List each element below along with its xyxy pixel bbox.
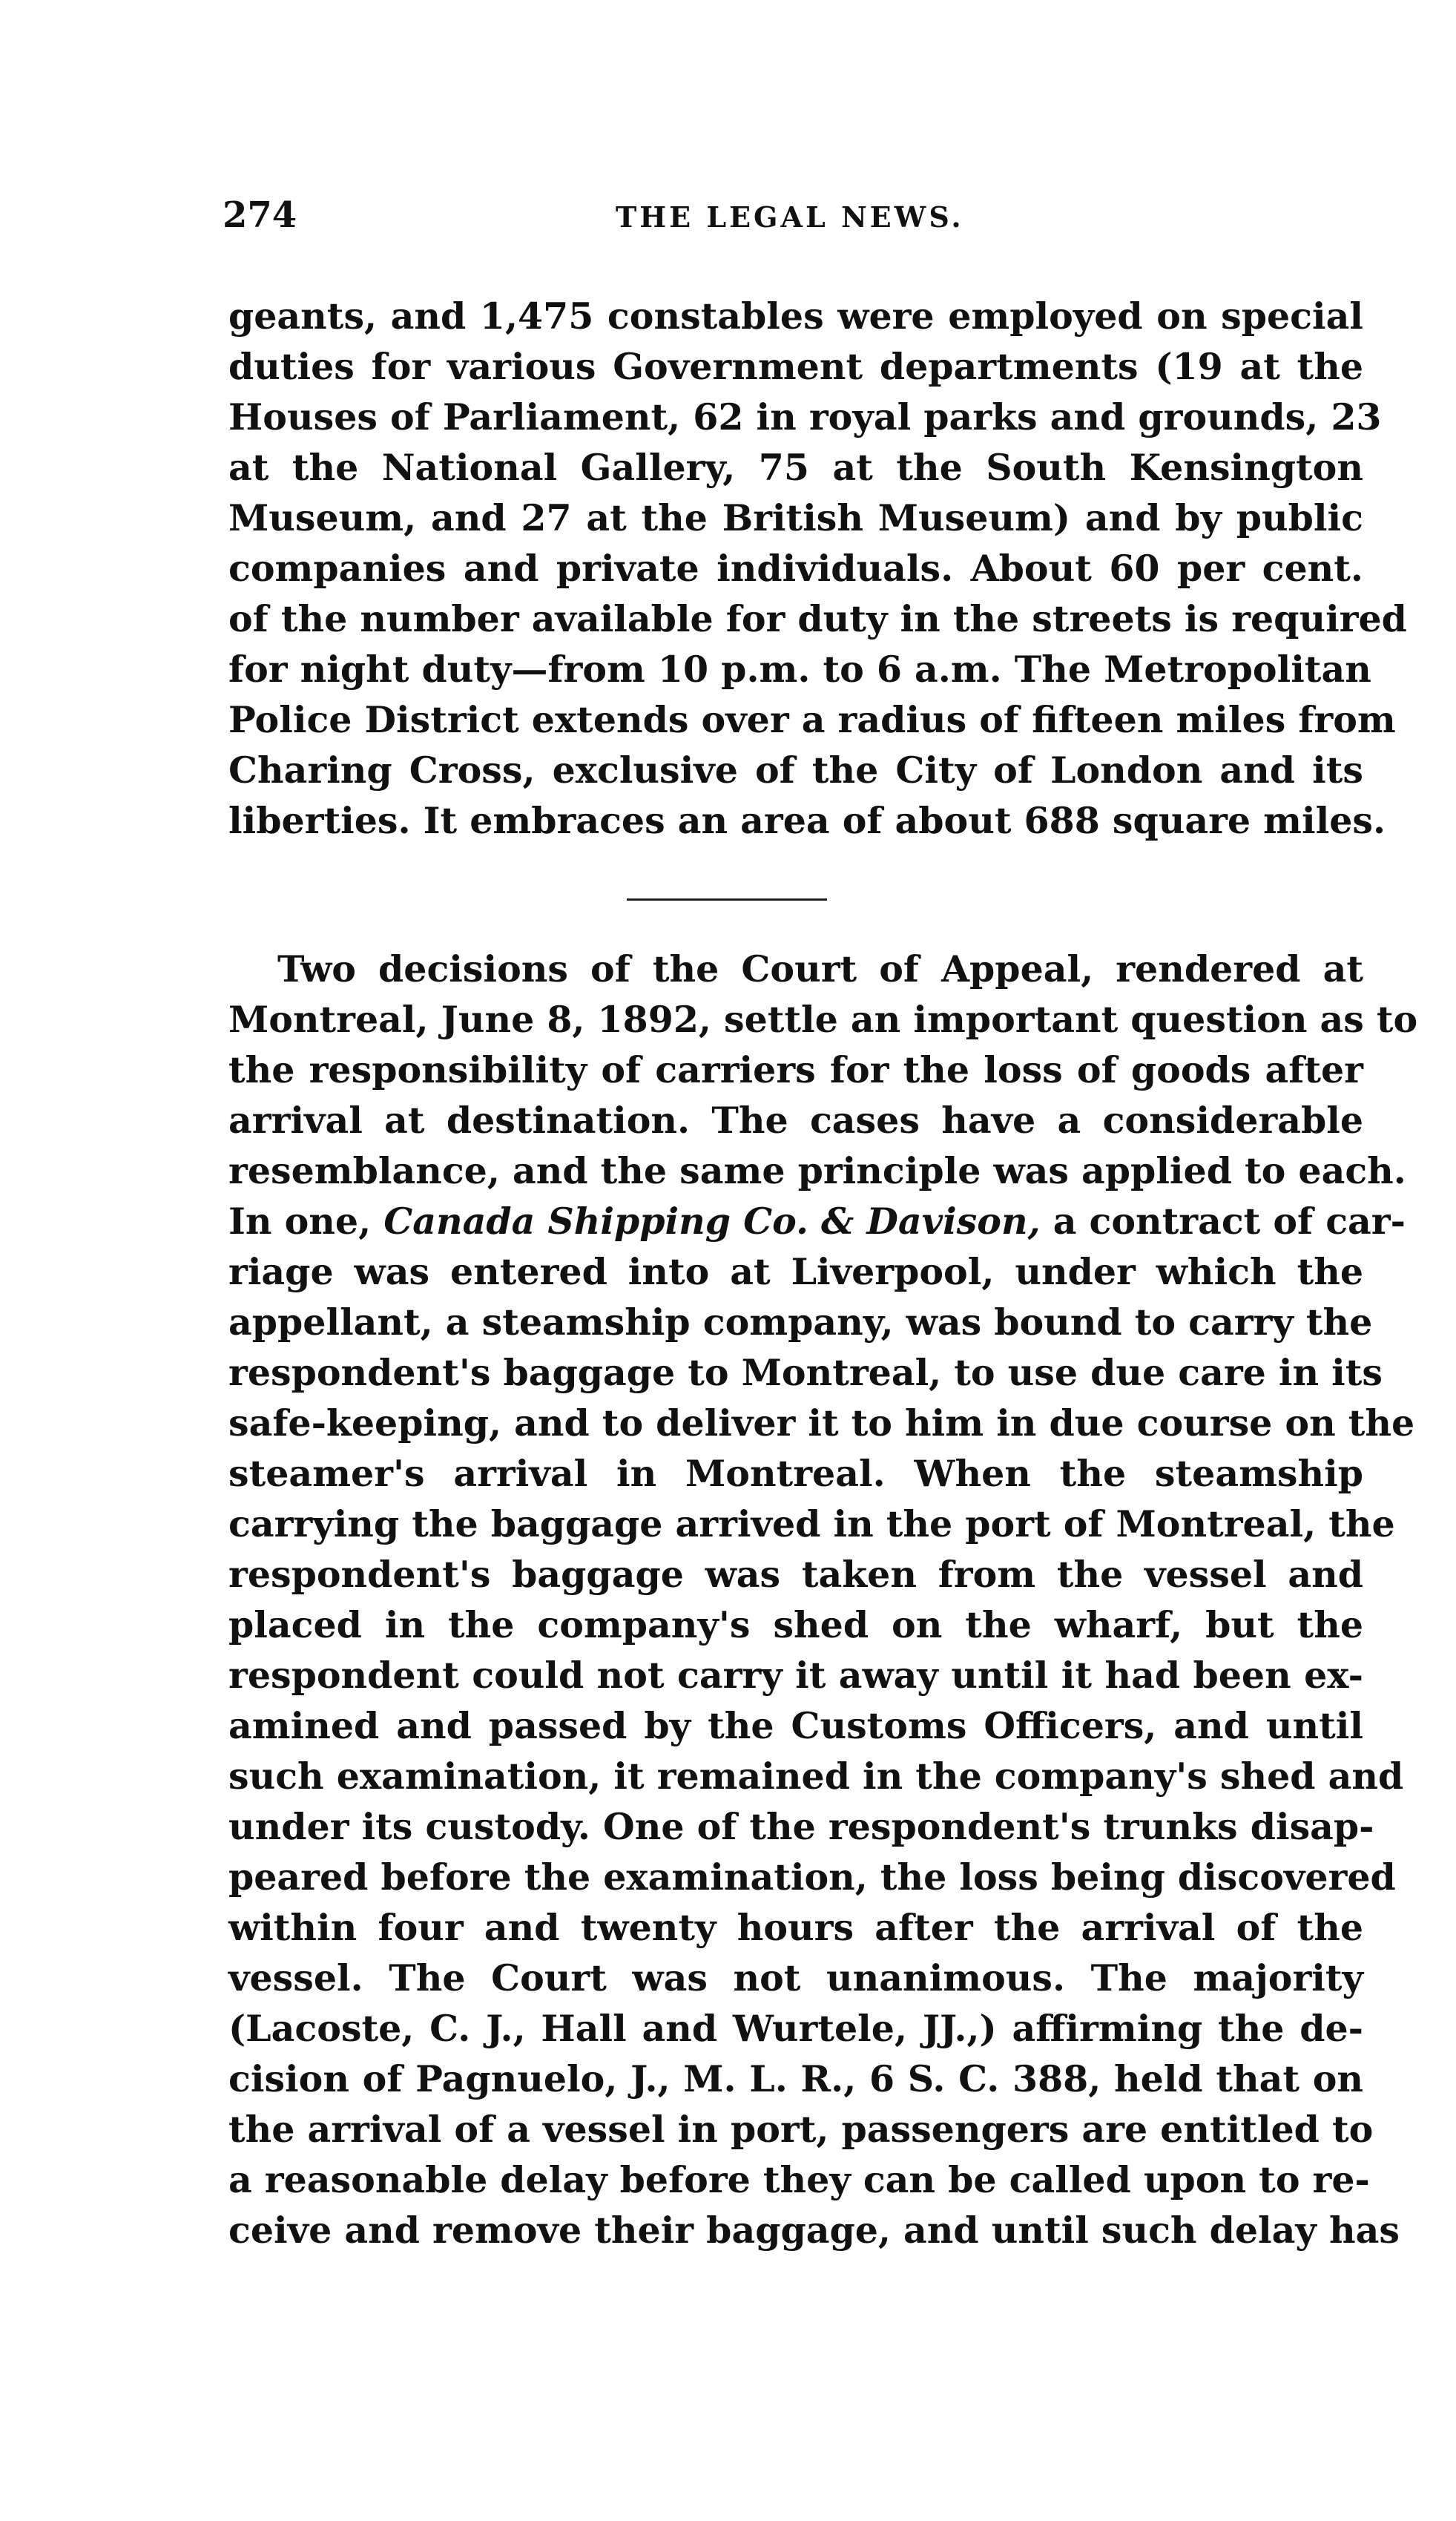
text-line: of the number available for duty in the streets is required <box>228 597 1407 640</box>
text-line: Police District extends over a radius of fifteen miles from <box>228 698 1396 741</box>
text-line: the arrival of a vessel in port, passengers are entitled to <box>228 2108 1374 2151</box>
text-line: (Lacoste, C. J., Hall and Wurtele, JJ.,) affirming the de- <box>228 2007 1363 2050</box>
paragraph-court-of-appeal <box>228 944 1418 2255</box>
text-line: the responsibility of carriers for the loss of goods after <box>228 1048 1363 1091</box>
text-line: Houses of Parliament, 62 in royal parks and grounds, 23 <box>228 395 1382 438</box>
text-line: amined and passed by the Customs Officers, and until <box>228 1704 1363 1747</box>
text-line: peared before the examination, the loss being discovered <box>228 1856 1396 1899</box>
text-line: arrival at destination. The cases have a considerable <box>228 1099 1363 1142</box>
text-line: resemblance, and the same principle was applied to each. <box>228 1149 1406 1192</box>
text-line: Montreal, June 8, 1892, settle an important question as to <box>228 998 1418 1041</box>
text-line-case-citation <box>228 1196 1406 1246</box>
section-divider <box>627 898 827 901</box>
text-line: within four and twenty hours after the arrival of the <box>228 1906 1363 1949</box>
text-line: Museum, and 27 at the British Museum) and by public <box>228 496 1363 539</box>
text-line: steamer's arrival in Montreal. When the steamship <box>228 1452 1363 1495</box>
text-line: for night duty—from 10 p.m. to 6 a.m. The Metropolitan <box>228 648 1371 691</box>
text-line: a reasonable delay before they can be called upon to re- <box>228 2158 1370 2201</box>
text-fragment: a contract of car- <box>1040 1200 1406 1243</box>
text-line: cision of Pagnuelo, J., M. L. R., 6 S. C. 388, held that on <box>228 2057 1363 2100</box>
text-line: ceive and remove their baggage, and until such delay has <box>228 2209 1400 2252</box>
text-line: vessel. The Court was not unanimous. The majority <box>228 1956 1363 1999</box>
text-line: Charing Cross, exclusive of the City of London and its <box>228 749 1363 792</box>
running-head: THE LEGAL NEWS. <box>616 200 964 234</box>
text-line: riage was entered into at Liverpool, under which the <box>228 1250 1363 1293</box>
paragraph-police-statistics <box>228 291 1407 846</box>
text-line: at the National Gallery, 75 at the South Kensington <box>228 446 1363 489</box>
text-line: safe-keeping, and to deliver it to him in due course on the <box>228 1401 1415 1444</box>
text-line: respondent's baggage to Montreal, to use due care in its <box>228 1351 1383 1394</box>
text-line: under its custody. One of the respondent's trunks disap- <box>228 1805 1374 1848</box>
text-line: respondent's baggage was taken from the vessel and <box>228 1553 1363 1596</box>
text-line: geants, and 1,475 constables were employed on special <box>228 295 1363 338</box>
text-line: such examination, it remained in the company's shed and <box>228 1755 1404 1798</box>
text-line: companies and private individuals. About 60 per cent. <box>228 547 1363 590</box>
text-line: liberties. It embraces an area of about 688 square miles. <box>228 799 1386 842</box>
page-number: 274 <box>223 194 297 236</box>
text-line: Two decisions of the Court of Appeal, rendered at <box>277 947 1363 990</box>
text-line: appellant, a steamship company, was bound to carry the <box>228 1301 1373 1344</box>
text-line: carrying the baggage arrived in the port of Montreal, the <box>228 1502 1395 1545</box>
page-header <box>223 194 1380 246</box>
case-name: Canada Shipping Co. & Davison, <box>383 1200 1041 1243</box>
text-fragment: In one, <box>228 1200 384 1243</box>
text-line: placed in the company's shed on the wharf, but the <box>228 1603 1363 1646</box>
text-line: duties for various Government departments (19 at the <box>228 345 1363 388</box>
text-line: respondent could not carry it away until it had been ex- <box>228 1654 1363 1697</box>
